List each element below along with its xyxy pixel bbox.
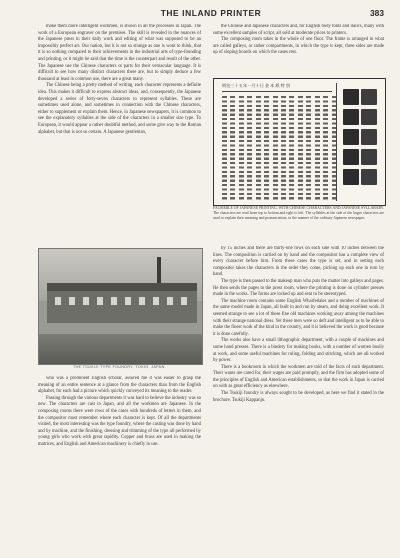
photo-window bbox=[167, 297, 173, 305]
facsimile-heading: 明治三十五年一月十日 金 本 紙 特 別 bbox=[222, 83, 332, 92]
paragraph: The composing room takes in the whole of one floor. The frame is arranged in what are called galleys, or rather compartments, in which the type is kept, three sides are made up of sloping boards on which the cases rest. bbox=[213, 37, 384, 56]
paragraph: by 15 inches and there are thirty-one rows on each side with 10 inches between the lines. The composition is carried on by hand and the compositor has a complete view of every character before him. From these cases the type is set, and in setting each compositor takes the characters in the order they come, picking up each one in turn by hand. bbox=[213, 246, 384, 278]
headline-character bbox=[361, 89, 377, 105]
facsimile-text-column bbox=[273, 95, 278, 200]
page-number: 383 bbox=[370, 8, 384, 18]
facsimile-text-column bbox=[315, 95, 320, 200]
facsimile-text-column bbox=[323, 95, 328, 200]
headline-character bbox=[361, 129, 377, 145]
photo-window bbox=[55, 297, 61, 305]
photo-roof bbox=[47, 283, 197, 291]
facsimile-headline-block bbox=[336, 83, 381, 201]
headline-character bbox=[343, 169, 359, 185]
paragraph: The type is then passed to the makeup man who puts the matter into galleys and pages. He then sends the pages to the press room, where the printing is done on cylinder presses made in the works. The forms are locked up and sent to be stereotyped. bbox=[213, 278, 384, 298]
headline-character bbox=[343, 109, 359, 125]
paragraph: Passing through the various departments it was hard to believe the industry was so new. The characters are cast in Japan, and all the workmen are Japanese. In the composing rooms there were rows of the cases with hundreds of letters in them, and the compositor must remember where each character is kept. Of all the departments visited, the most interesting was the type foundry, where the casting was done by hand and by machine, and the finishing, dressing and trimming of the type all performed by young girls who work with great rapidity. Copper and brass are used in making the matrices, and English and American machinery is chiefly in use. bbox=[38, 395, 201, 447]
left-column-top bbox=[38, 24, 201, 244]
photo-caption: THE TSUKIJI TYPE FOUNDRY, TOKIO, JAPAN. bbox=[72, 365, 167, 369]
headline-character bbox=[343, 129, 359, 145]
photo-window bbox=[83, 297, 89, 305]
left-column-bottom bbox=[38, 376, 201, 552]
facsimile-text-column bbox=[264, 95, 269, 200]
foundry-photograph bbox=[38, 248, 203, 365]
paragraph: make them more intelligent workmen, is shown in all the processes in Japan. The work of a European engraver on the premises. The skill is revealed in the nuances of the Japanese press in their daily work and editing of what was supposed to be an impossibly perfect art. Our nation, but it is not so strange as one is wont to think, that it is so nothing compared to their achievements in the industrial arts of type-founding and printing, or it might be said that the time is the counterpart and result of the other. The Japanese use the Chinese characters or parts for their vernacular language. It is difficult to see how many distinct characters there are, but to simply deduce a few thousand at least in common use, there are a great many. bbox=[38, 24, 201, 82]
page-header bbox=[38, 8, 384, 20]
paragraph: The machine room contains some English Wharfedales and a number of machines of the same model made in Japan, all built in and run by steam, and doing excellent work. It seemed strange to see a lot of these fine old machines working away among the machines with their strange national dress. Yet these men were so deft and intelligent as to be able to make the finest work of the kind in the country, and it is believed the work is good because it is done carefully. bbox=[213, 298, 384, 337]
paragraph: The Tsukiji foundry is always sought to be developed, as here we find it stated in the brochure. Tsukiji Kappanjo. bbox=[213, 391, 384, 403]
japanese-print-facsimile bbox=[213, 78, 386, 206]
photo-water bbox=[39, 334, 202, 364]
paragraph: who was a prominent English scholar, assured me it was easier to grasp the meaning of an entire sentence at a glance from the characters than from the English alphabet, for each had a picture which quickly conveyed its meaning to the reader. bbox=[38, 376, 201, 395]
photo-window bbox=[153, 297, 159, 305]
facsimile-text-column bbox=[289, 95, 294, 200]
facsimile-text-column bbox=[222, 95, 227, 200]
photo-window bbox=[125, 297, 131, 305]
facsimile-text-column bbox=[298, 95, 303, 200]
headline-character bbox=[343, 149, 359, 165]
right-column-bottom bbox=[213, 246, 384, 552]
paragraph: the Chinese and Japanese characters and, for English body fonts and italics, many with some excellent samples of script, all sold at moderate prices to printers. bbox=[213, 24, 384, 36]
facsimile-text-column bbox=[281, 95, 286, 200]
facsimile-text-column bbox=[239, 95, 244, 200]
facsimile-text-column bbox=[247, 95, 252, 200]
paragraph: The works also have a small lithographic department, with a couple of machines and some hand presses. There is a bindery for making books, with a number of women busily at work, and some useful machines for ruling, folding and stitching, which are all worked by power. bbox=[213, 338, 384, 364]
headline-character bbox=[361, 109, 377, 125]
headline-character bbox=[361, 169, 377, 185]
running-title: THE INLAND PRINTER bbox=[160, 8, 262, 18]
right-column-top bbox=[213, 24, 384, 74]
paragraph: There is a bookroom in which the workmen are told of the facts of each department. Their wants are cared for, their wages are paid promptly, and the firm has adopted some of the principles of English and American establishments, so that the work in Japan is carried on with as great efficiency as elsewhere. bbox=[213, 364, 384, 390]
photo-window bbox=[181, 297, 187, 305]
headline-character bbox=[361, 149, 377, 165]
facsimile-text-column bbox=[306, 95, 311, 200]
photo-window bbox=[69, 297, 75, 305]
photo-window bbox=[139, 297, 145, 305]
facsimile-text-columns bbox=[220, 95, 338, 200]
paragraph: The Chinese being a pretty method of writing, each character represents a definite idea. This makes it difficult to express abstract ideas, and, consequently, the Japanese developed a series of forty-seven characters to represent syllables. These are sometimes used alone, and sometimes in connection with the Chinese characters, either to supplement or explain them. Hence, in Japanese newspapers, it is common to see the explanatory syllables at the side of the characters in a smaller size type. To European, it would appear a rather doubtful method, and some give way to the Roman alphabet, but that is not so certain. A Japanese gentleman, bbox=[38, 83, 201, 135]
photo-window bbox=[111, 297, 117, 305]
photo-building bbox=[47, 291, 197, 323]
headline-character bbox=[343, 89, 359, 105]
facsimile-text-column bbox=[256, 95, 261, 200]
photo-window bbox=[97, 297, 103, 305]
facsimile-caption: FACSIMILE OF JAPANESE PRINTING, WITH CHINESE CHARACTERS AND JAPANESE SYLLABARY. The characters are read from top to bottom and right to left. The syllables at the side of the larger characters are used to explain their meaning and pronunciation, in the manner of the ordinary Japanese newspaper. bbox=[213, 206, 384, 220]
facsimile-text-column bbox=[230, 95, 235, 200]
